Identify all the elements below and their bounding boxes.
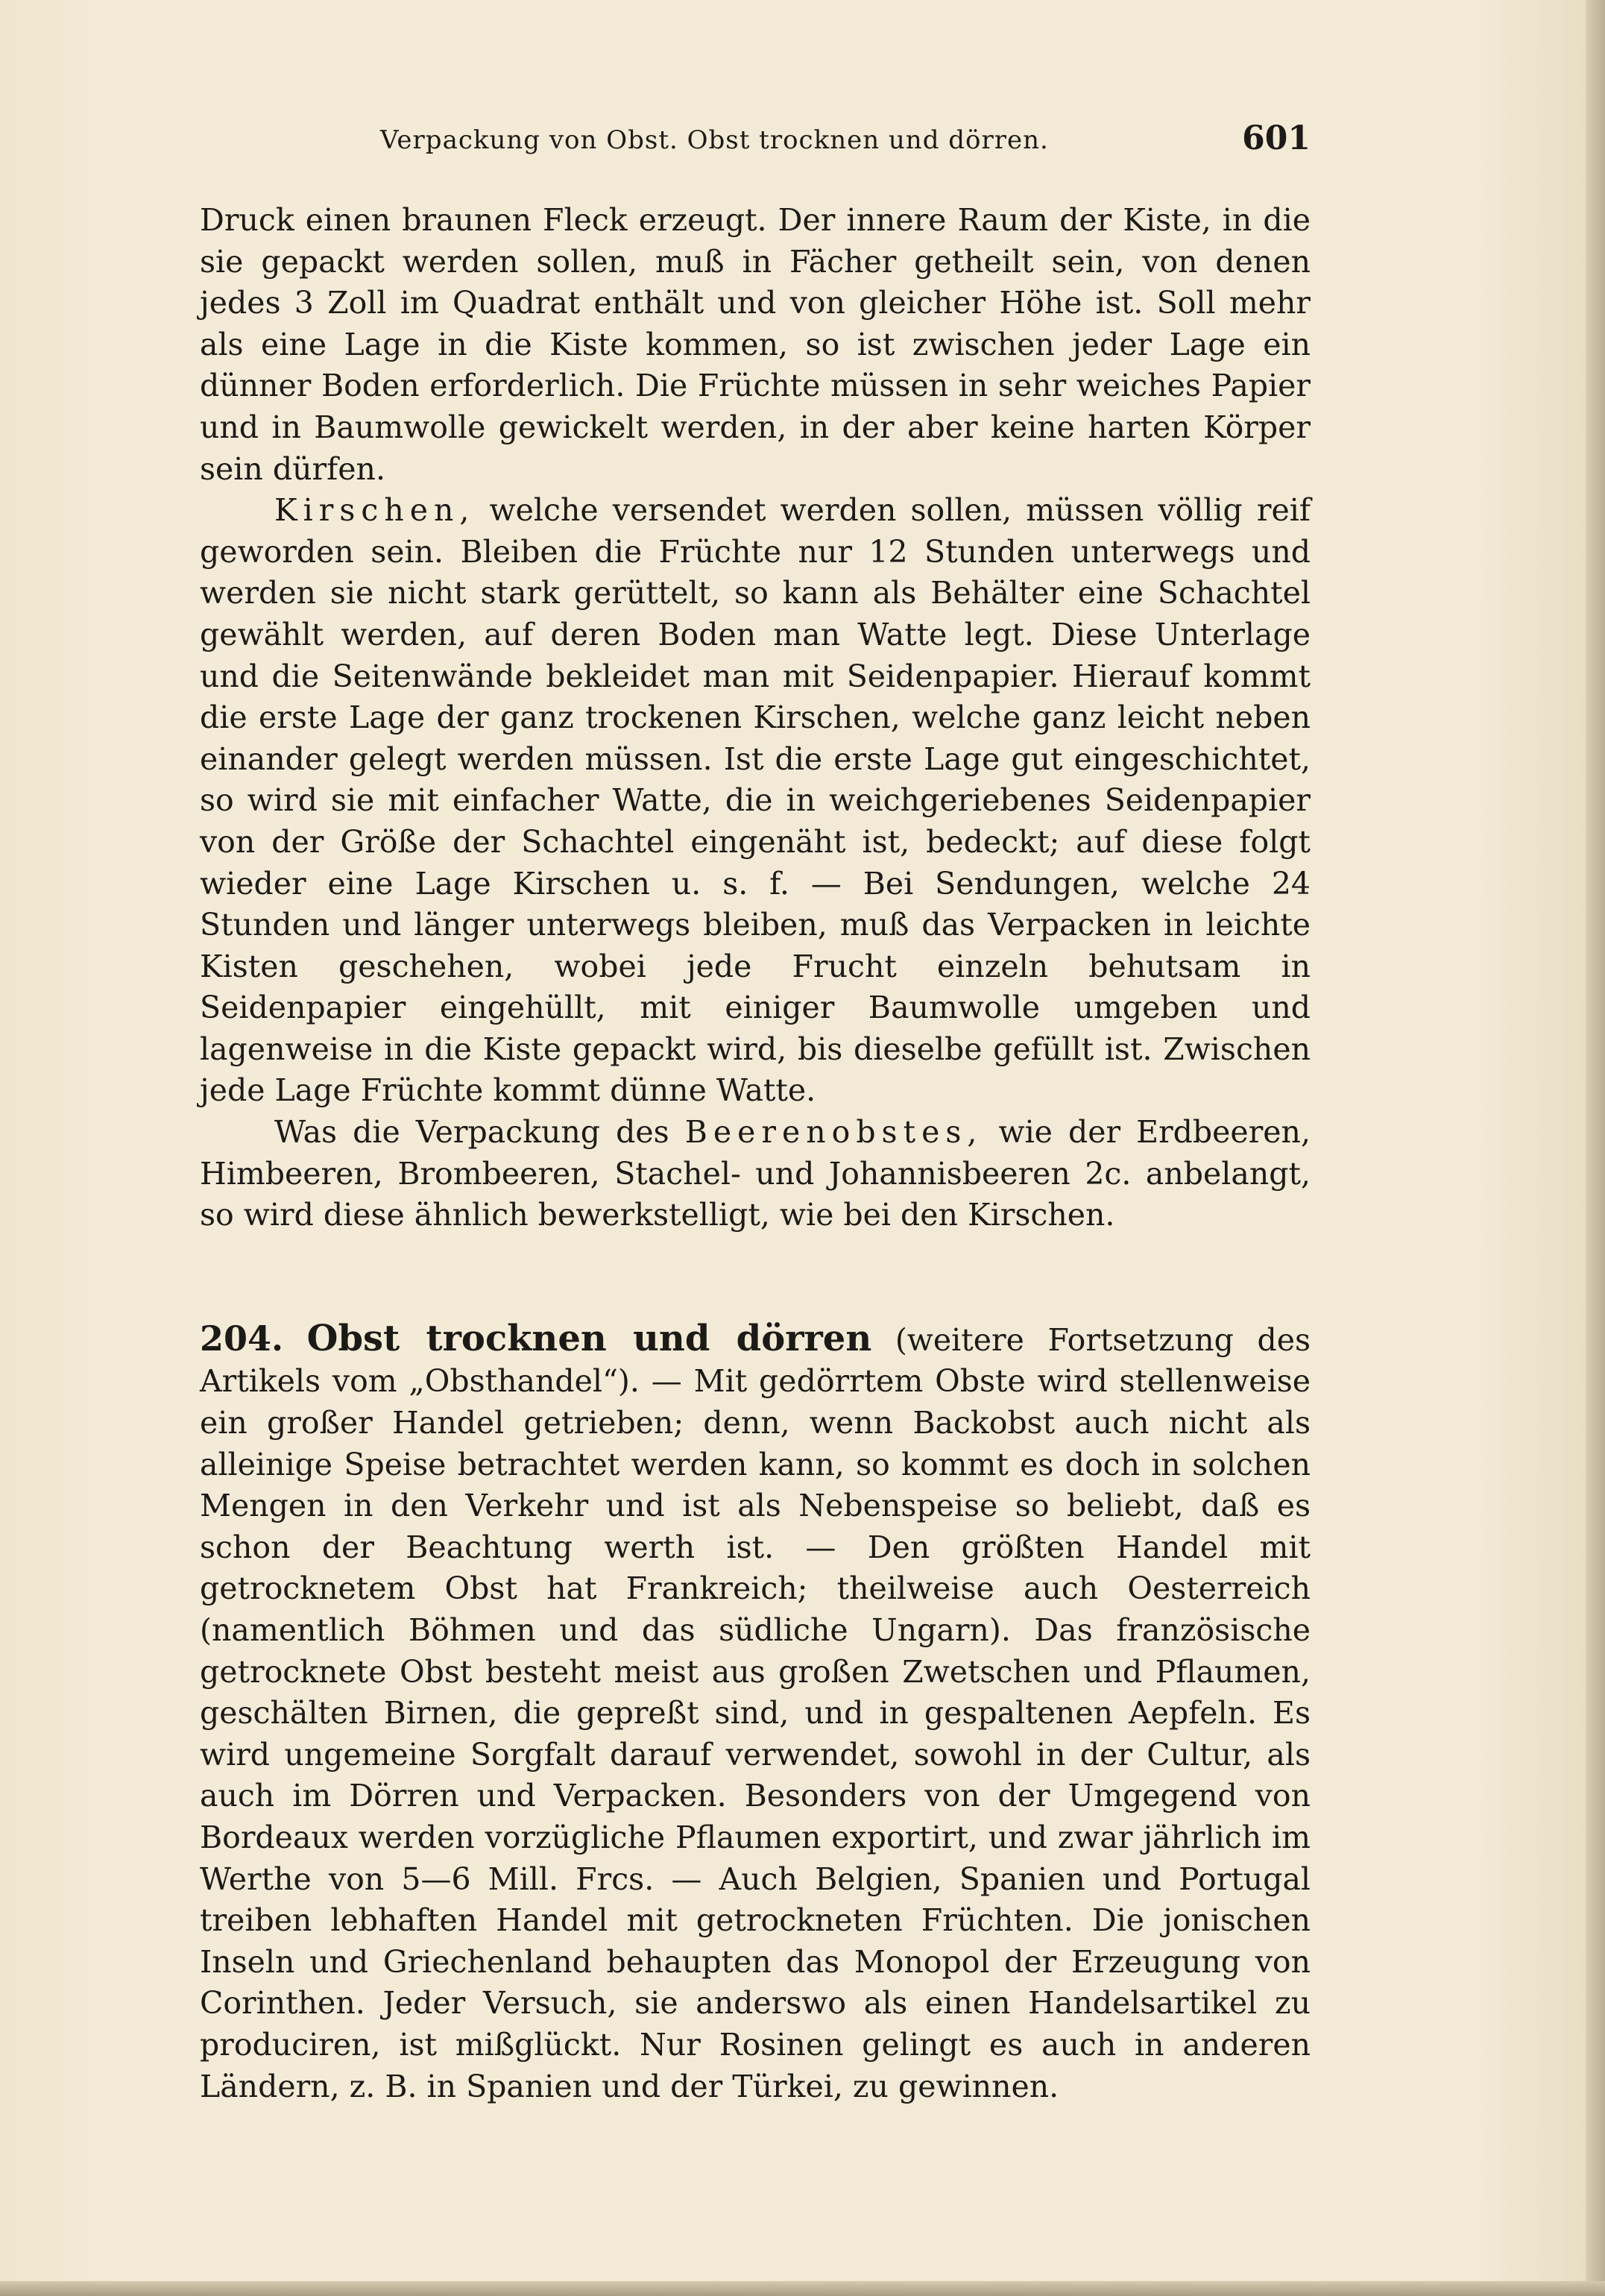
section-title: Obst trocknen und dörren bbox=[306, 1317, 872, 1359]
paragraph-kirschen-text: welche versendet werden sollen, müssen völlig reif geworden sein. Bleiben die Früchte nur 12 Stunden unterwegs und werden sie nicht stark gerüttelt, so kann als Behälter eine Schachtel gewählt werden, auf deren Boden man Watte legt. Diese Unterlage und die Seitenwände bekleidet man mit Seidenpapier. Hierauf kommt die erste Lage der ganz trockenen Kirschen, welche ganz leicht neben einander gelegt werden müssen. Ist die erste Lage gut eingeschichtet, so wird sie mit einfacher Watte, die in weichgeriebenes Seidenpapier von der Größe der Schachtel eingenäht ist, bedeckt; auf diese folgt wieder eine Lage Kirschen u. s. f. — Bei Sendungen, welche 24 Stunden und länger unterwegs bleiben, muß das Verpacken in leichte Kisten geschehen, wobei jede Frucht einzeln behutsam in Seidenpapier eingehüllt, mit einiger Baumwolle umgeben und lagenweise in die Kiste gepackt wird, bis dieselbe gefüllt ist. Zwischen jede Lage Früchte kommt dünne Watte. bbox=[200, 492, 1311, 1109]
paragraph-kirschen bbox=[200, 490, 1311, 1112]
running-head: Verpackung von Obst. Obst trocknen und dörren. bbox=[380, 125, 1049, 155]
page-edge-bottom bbox=[0, 2281, 1605, 2296]
section-body: (weitere Fortsetzung des Artikels vom „Obsthandel“). — Mit gedörrtem Obste wird stellenweise ein großer Handel getrieben; denn, wenn Backobst auch nicht als alleinige Speise betrachtet werden kann, so kommt es doch in solchen Mengen in den Verkehr und ist als Nebenspeise so beliebt, daß es schon der Beachtung werth ist. — Den größten Handel mit getrocknetem Obst hat Frankreich; theilweise auch Oesterreich (namentlich Böhmen und das südliche Ungarn). Das französische getrocknete Obst besteht meist aus großen Zwetschen und Pflaumen, geschälten Birnen, die gepreßt sind, und in gespaltenen Aepfeln. Es wird ungemeine Sorgfalt darauf verwendet, sowohl in der Cultur, als auch im Dörren und Verpacken. Besonders von der Umgegend von Bordeaux werden vorzügliche Pflaumen exportirt, und zwar jährlich im Werthe von 5—6 Mill. Frcs. — Auch Belgien, Spanien und Portugal treiben lebhaften Handel mit getrockneten Früchten. Die jonischen Inseln und Griechenland behaupten das Monopol der Erzeugung von Corinthen. Jeder Versuch, sie anderswo als einen Handelsartikel zu produciren, ist mißglückt. Nur Rosinen gelingt es auch in anderen Ländern, z. B. in Spanien und der Türkei, zu gewinnen. bbox=[200, 1321, 1311, 2104]
section-gap bbox=[200, 1236, 1311, 1318]
paragraph-beerenobst-start: Was die Verpackung des bbox=[274, 1114, 685, 1151]
paragraph-beerenobst-rest: wie der Erdbeeren, Himbeeren, Brombeeren, Stachel- und Johannisbeeren 2c. anbelangt, so wird diese ähnlich bewerkstelligt, wie bei den Kirschen. bbox=[200, 1114, 1311, 1233]
section-number: 204. bbox=[200, 1318, 284, 1359]
page-header bbox=[200, 119, 1311, 164]
paragraph-beerenobst bbox=[200, 1112, 1311, 1236]
paragraph-continuation: Druck einen braunen Fleck erzeugt. Der innere Raum der Kiste, in die sie gepackt werden sollen, muß in Fächer getheilt sein, von denen jedes 3 Zoll im Quadrat enthält und von gleicher Höhe ist. Soll mehr als eine Lage in die Kiste kommen, so ist zwischen jeder Lage ein dünner Boden erforderlich. Die Früchte müssen in sehr weiches Papier und in Baumwolle gewickelt werden, in der aber keine harten Körper sein dürfen. bbox=[200, 202, 1311, 487]
keyword-kirschen: Kirschen, bbox=[274, 492, 476, 529]
body-text bbox=[200, 200, 1311, 2107]
page-edge-right bbox=[1586, 0, 1605, 2296]
section-204 bbox=[200, 1318, 1311, 2107]
page-number: 601 bbox=[1242, 119, 1311, 157]
keyword-beerenobst: Beerenobstes, bbox=[684, 1114, 983, 1151]
